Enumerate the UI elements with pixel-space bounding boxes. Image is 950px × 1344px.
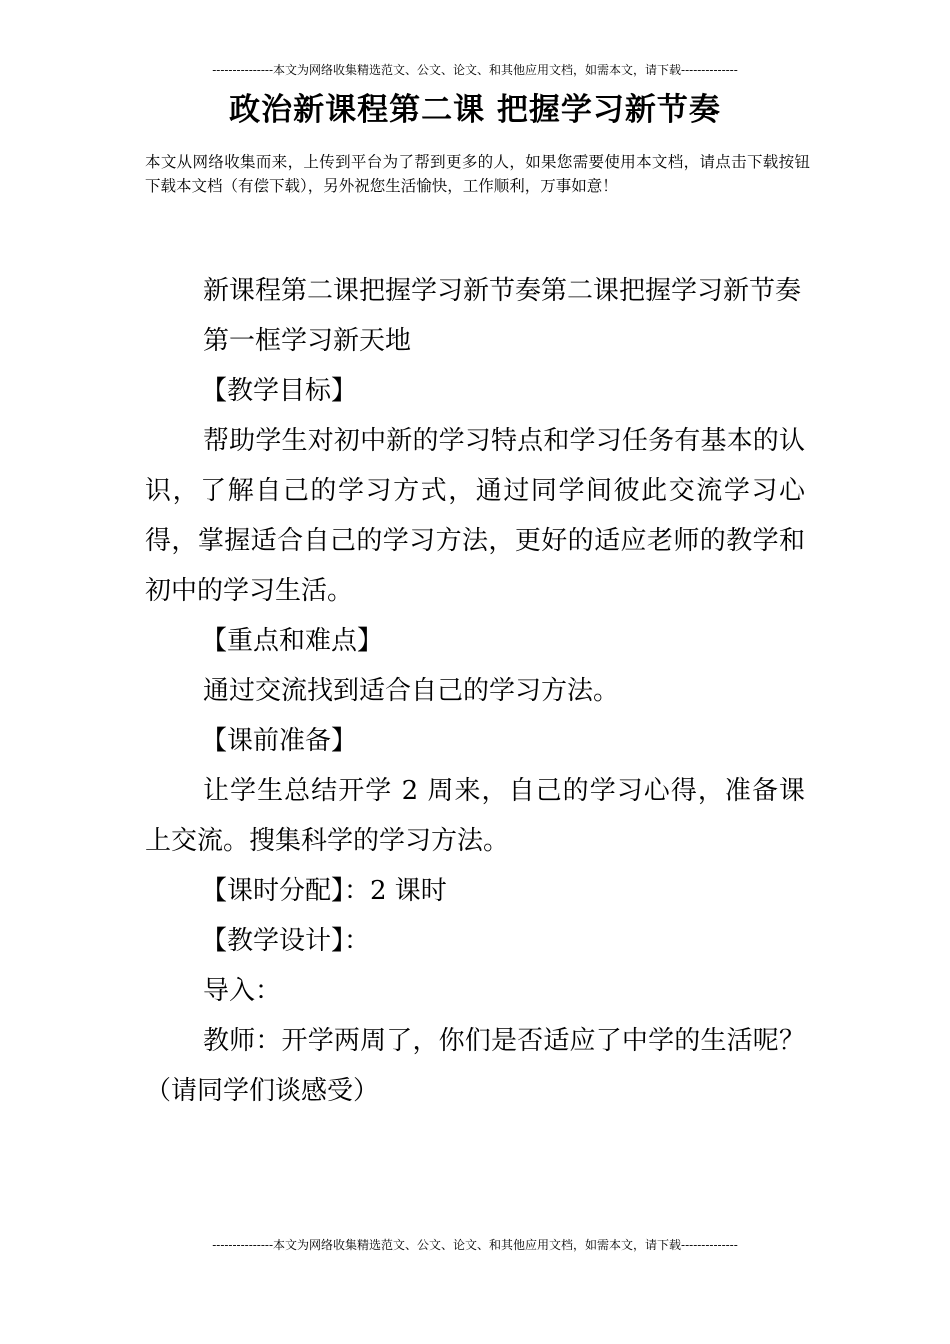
document-title: 政治新课程第二课 把握学习新节奏 [229,92,721,128]
paragraph-teacher-question: 教师：开学两周了，你们是否适应了中学的生活呢？（请同学们谈感受） [145,1026,805,1106]
paragraph-section-title: 第一框学习新天地 [203,326,412,356]
heading-time-allocation: 【课时分配】：2 课时 [201,876,447,906]
intro-notice: 本文从网络收集而来，上传到平台为了帮到更多的人，如果您需要使用本文档，请点击下载按钮下载本文档（有偿下载），另外祝您生活愉快，工作顺利，万事如意！ [145,153,810,195]
heading-teaching-design: 【教学设计】： [201,926,371,956]
paragraph-lesson-heading: 新课程第二课把握学习新节奏第二课把握学习新节奏 [203,276,802,306]
footer-banner: ---------------本文为网络收集精选范文、公文、论文、和其他应用文档，如需本文，请下载-------------- [212,1238,738,1252]
paragraph-introduction-label: 导入： [203,976,282,1006]
heading-teaching-goals: 【教学目标】 [201,376,358,406]
paragraph-teaching-goals: 帮助学生对初中新的学习特点和学习任务有基本的认识，了解自己的学习方式，通过同学间彼此交流学习心得，掌握适合自己的学习方法，更好的适应老师的教学和初中的学习生活。 [145,426,805,606]
heading-preparation: 【课前准备】 [201,726,358,756]
paragraph-preparation: 让学生总结开学 2 周来，自己的学习心得，准备课上交流。搜集科学的学习方法。 [145,776,805,856]
paragraph-key-points: 通过交流找到适合自己的学习方法。 [203,676,620,706]
document-body [145,266,805,1116]
header-banner: ---------------本文为网络收集精选范文、公文、论文、和其他应用文档，如需本文，请下载-------------- [212,63,738,77]
heading-key-points: 【重点和难点】 [201,626,384,656]
